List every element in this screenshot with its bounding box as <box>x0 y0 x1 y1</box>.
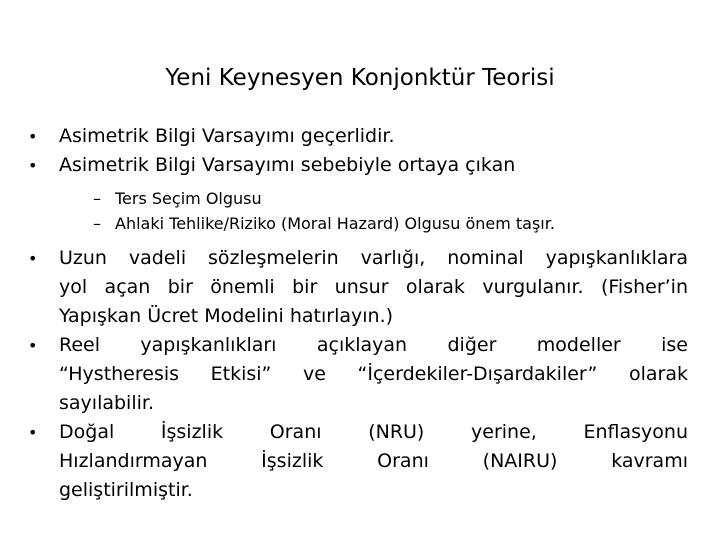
bullet-icon: • <box>28 336 38 355</box>
bullet-icon: • <box>28 156 38 175</box>
bullet-icon: • <box>28 423 38 442</box>
bullet-item <box>28 418 688 505</box>
sub-bullet-item <box>28 211 688 236</box>
bullet-item <box>28 244 688 331</box>
bullet-text-line: Doğal İşsizlik Oranı (NRU) yerine, Enflasyonu <box>59 421 688 443</box>
bullet-item <box>28 122 688 151</box>
bullet-item <box>28 151 688 180</box>
bullet-text-line: “Hystheresis Etkisi” ve “İçerdekiler-Dışardakiler” olarak <box>59 363 688 385</box>
bullet-text-line: geliştirilmiştir. <box>59 479 193 501</box>
bullet-text-line: sayılabilir. <box>59 392 154 414</box>
dash-icon: – <box>93 189 101 208</box>
bullet-text-line: Reel yapışkanlıkları açıklayan diğer modeller ise <box>59 334 688 356</box>
sub-bullet-item <box>28 186 688 211</box>
sub-bullet-text: Ahlaki Tehlike/Riziko (Moral Hazard) Olgusu önem taşır. <box>115 214 555 233</box>
bullet-text: Asimetrik Bilgi Varsayımı sebebiyle ortaya çıkan <box>59 154 516 176</box>
dash-icon: – <box>93 214 101 233</box>
bullet-text-line: Hızlandırmayan İşsizlik Oranı (NAIRU) kavramı <box>59 450 688 472</box>
bullet-text-line: Uzun vadeli sözleşmelerin varlığı, nominal yapışkanlıklara <box>59 247 688 269</box>
bullet-text-line: yol açan bir önemli bir unsur olarak vurgulanır. (Fisher’in <box>59 276 688 298</box>
bullet-icon: • <box>28 127 38 146</box>
bullet-text: Asimetrik Bilgi Varsayımı geçerlidir. <box>59 125 395 147</box>
bullet-icon: • <box>28 249 38 268</box>
bullet-item <box>28 331 688 418</box>
slide-body <box>28 122 688 505</box>
slide-title: Yeni Keynesyen Konjonktür Teorisi <box>165 65 555 91</box>
bullet-text-line: Yapışkan Ücret Modelini hatırlayın.) <box>59 305 394 327</box>
sub-bullet-text: Ters Seçim Olgusu <box>115 189 262 208</box>
